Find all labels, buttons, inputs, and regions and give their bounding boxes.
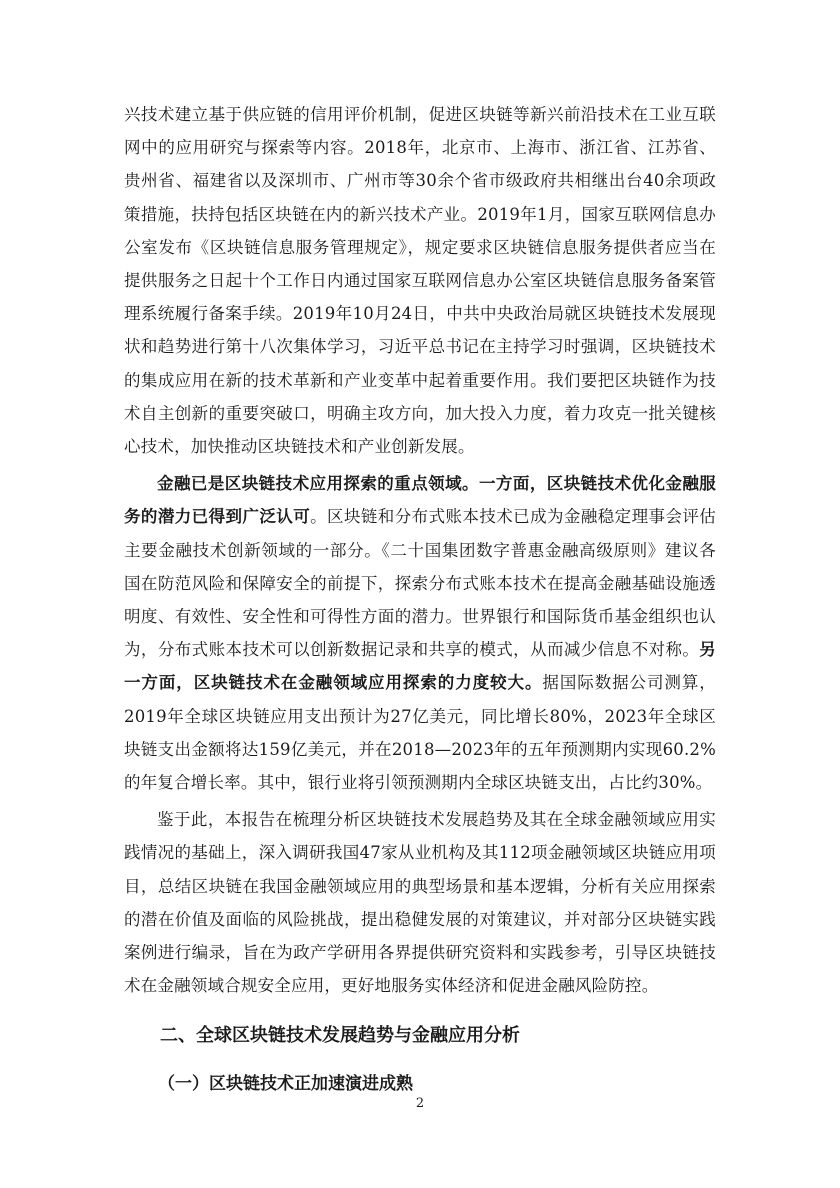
page-number: 2 xyxy=(415,1096,425,1111)
paragraph-text: 兴技术建立基于供应链的信用评价机制，促进区块链等新兴前沿技术在工业互联网中的应用研究与探索等内容。2018年，北京市、上海市、浙江省、江苏省、贵州省、福建省以及深圳市、广州市等30余个省市级政府共相继出台40余项政策措施，扶持包括区块链在内的新兴技术产业。2019年1月，国家互联网信息办公室发布《区块链信息服务管理规定》，规定要求区块链信息服务提供者应当在提供服务之日起十个工作日内通过国家互联网信息办公室区块链信息服务备案管理系统履行备案手续。2019年10月24日，中共中央政治局就区块链技术发展现状和趋势进行第十八次集体学习，习近平总书记在主持学习时强调，区块链技术的集成应用在新的技术革新和产业变革中起着重要作用。我们要把区块链作为技术自主创新的重要突破口，明确主攻方向，加大投入力度，着力攻克一批关键核心技术，加快推动区块链技术和产业创新发展。 xyxy=(124,105,716,457)
emphasis-text: 另一方面，区块链技术在金融领域应用探索的力度较大。 xyxy=(124,640,716,693)
paragraph-policy-background xyxy=(124,98,716,463)
paragraph-report-purpose xyxy=(124,803,716,1002)
paragraph-text: 。区块链和分布式账本技术已成为金融稳定理事会评估主要金融技术创新领域的一部分。《二十国集团数字普惠金融高级原则》建议各国在防范风险和保障安全的前提下，探索分布式账本技术在提高金融基础设施透明度、有效性、安全性和可得性方面的潜力。世界银行和国际货币基金组织也认为，分布式账本技术可以创新数据记录和共享的模式，从而减少信息不对称。 xyxy=(124,507,716,660)
paragraph-finance-focus xyxy=(124,467,716,799)
subsection-heading: （一）区块链技术正加速演进成熟 xyxy=(158,1074,413,1095)
paragraph-text: 据国际数据公司测算，2019年全球区块链应用支出预计为27亿美元，同比增长80%，2023年全球区块链支出金额将达159亿美元，并在2018—2023年的五年预测期内实现60.2%的年复合增长率。其中，银行业将引领预测期内全球区块链支出，占比约30%。 xyxy=(124,673,716,793)
paragraph-text: 鉴于此，本报告在梳理分析区块链技术发展趋势及其在全球金融领域应用实践情况的基础上，深入调研我国47家从业机构及其112项金融领域区块链应用项目，总结区块链在我国金融领域应用的典型场景和基本逻辑，分析有关应用探索的潜在价值及面临的风险挑战，提出稳健发展的对策建议，并对部分区块链实践案例进行编录，旨在为政产学研用各界提供研究资料和实践参考，引导区块链技术在金融领域合规安全应用，更好地服务实体经济和促进金融风险防控。 xyxy=(124,810,716,996)
section-heading: 二、全球区块链技术发展趋势与金融应用分析 xyxy=(160,1025,520,1047)
emphasis-text: 金融已是区块链技术应用探索的重点领域。一方面，区块链技术优化金融服务的潜力已得到广泛认可 xyxy=(124,474,716,527)
